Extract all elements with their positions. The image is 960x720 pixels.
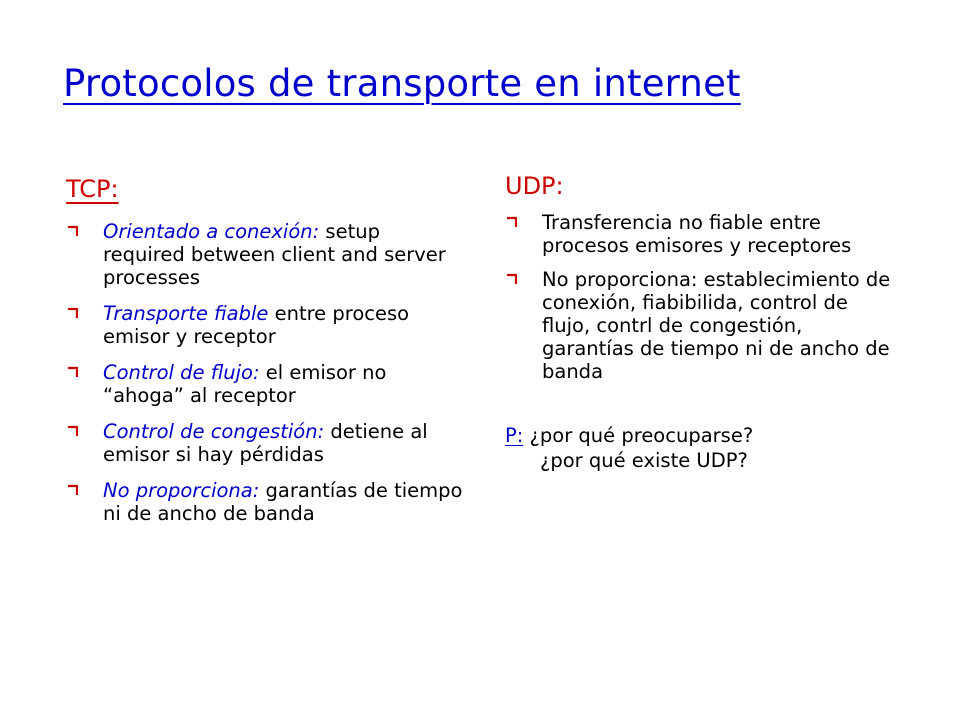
udp-item-unreliable — [505, 211, 895, 257]
tcp-item-text: setup required between client and server processes — [103, 220, 446, 289]
tcp-item-reliable — [66, 302, 466, 348]
bullet-icon — [66, 225, 78, 237]
udp-item-not-provided — [505, 268, 895, 383]
bullet-icon — [66, 307, 78, 319]
tcp-item-term: No proporciona: — [103, 479, 260, 502]
bullet-icon — [66, 425, 78, 437]
tcp-item-term: Orientado a conexión: — [103, 220, 320, 243]
tcp-item-text: el emisor no “ahoga” al receptor — [103, 361, 387, 407]
tcp-item-term: Control de congestión: — [103, 420, 325, 443]
tcp-heading: TCP: — [66, 175, 119, 203]
tcp-item-term: Transporte fiable — [103, 302, 269, 325]
question-label: P: — [505, 424, 524, 447]
bullet-icon — [505, 273, 517, 285]
question-line-1: ¿por qué preocuparse? — [523, 424, 754, 447]
udp-heading: UDP: — [505, 172, 564, 200]
question-line-2: ¿por qué existe UDP? — [540, 449, 748, 472]
slide-title: Protocolos de transporte en internet — [63, 62, 741, 105]
tcp-item-connection — [66, 220, 466, 289]
tcp-item-text: garantías de tiempo ni de ancho de banda — [103, 479, 463, 525]
bullet-icon — [66, 366, 78, 378]
tcp-item-term: Control de flujo: — [103, 361, 260, 384]
udp-column — [505, 171, 895, 473]
tcp-item-text: entre proceso emisor y receptor — [103, 302, 410, 348]
udp-item-text: No proporciona: establecimiento de conexión, fiabibilida, control de flujo, contrl de congestión, garantías de tiempo ni de ancho de banda — [542, 268, 891, 383]
tcp-column — [66, 174, 466, 538]
udp-item-text: Transferencia no fiable entre procesos emisores y receptores — [542, 211, 852, 257]
question-block — [505, 423, 895, 473]
tcp-item-congestion-control — [66, 420, 466, 466]
bullet-icon — [505, 216, 517, 228]
udp-bullet-list — [505, 211, 895, 383]
tcp-item-not-provided — [66, 479, 466, 525]
bullet-icon — [66, 484, 78, 496]
tcp-bullet-list — [66, 220, 466, 525]
tcp-item-text: detiene al emisor si hay pérdidas — [103, 420, 428, 466]
tcp-item-flow-control — [66, 361, 466, 407]
